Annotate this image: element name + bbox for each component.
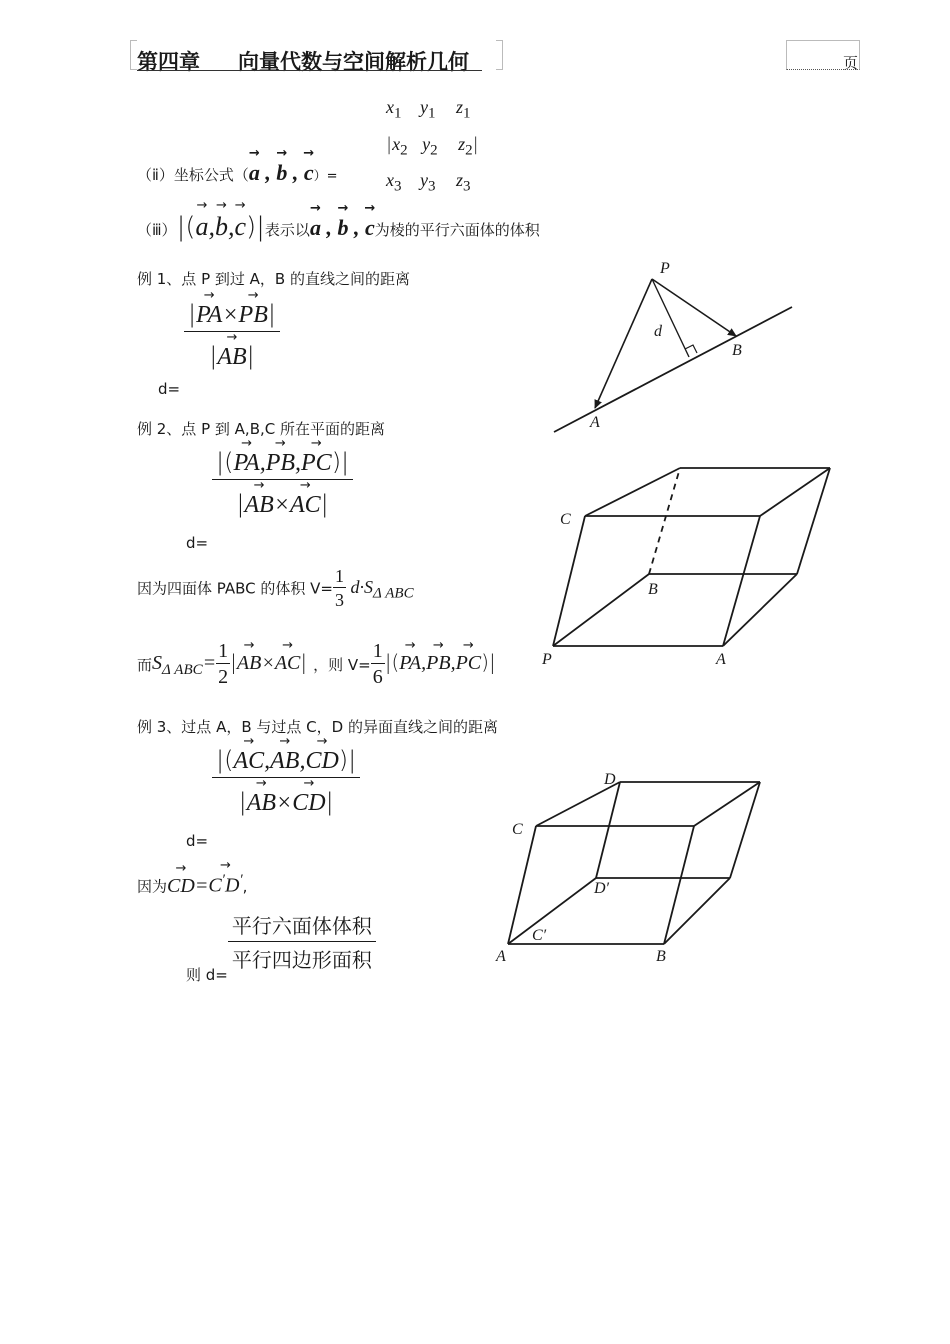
page-label: 页: [843, 54, 859, 72]
fig1-label-d: d: [654, 323, 662, 340]
header-underline: [137, 70, 482, 71]
area-word: 平行四边形面积: [231, 948, 372, 972]
fig3-edge: [596, 782, 620, 878]
example-3-formula: $\frac{|(\to AC,\to AB,\to CD)|}{|\to AB\times\to CD|}$: [212, 746, 360, 817]
fig3-label-d-prime: D′: [594, 880, 610, 897]
area-intro: 而: [137, 656, 153, 675]
figure-1-point-line: [548, 256, 808, 436]
determinant-matrix: $x_1$ $y_1$ $z_1$ $|x_2$ $y_2$ $z_2|$ $x_3$ $y_3$ $z_3$: [386, 97, 479, 195]
fig3-label-d: D: [604, 771, 616, 788]
fig1-label-p: P: [660, 260, 670, 277]
fig2-edge: [760, 468, 830, 516]
example-3-d-label: d=: [186, 832, 209, 850]
figure-3-parallelepiped: [492, 766, 770, 972]
example-1-formula: $\frac{|\to PA\times\to PB|}{|\to AB|}$: [184, 300, 280, 371]
formula-ii-label: （ⅱ）坐标公式（: [137, 166, 249, 184]
fig2-label-p: P: [542, 651, 552, 668]
fig1-pa: [595, 279, 652, 408]
chapter-number: 第四章: [137, 50, 200, 74]
example-3-title: 例 3、过点 A，B 与过点 C，D 的异面直线之间的距离: [137, 718, 498, 736]
example-1-d-label: d=: [158, 380, 181, 398]
example-2-title: 例 2、点 P 到 A,B,C 所在平面的距离: [137, 420, 385, 438]
formula-iii: （ⅲ）|(→ a,→ b,→ c)|表示以→ a , → b , → c为棱的平行六面体的体积: [137, 212, 540, 242]
fig3-edge: [730, 782, 760, 878]
fig3-edge: [664, 878, 730, 944]
formula-iii-text-a: 表示以: [264, 221, 310, 239]
figure-2-parallelepiped: [536, 456, 838, 670]
formula-ii-close: ）=: [313, 169, 338, 184]
fig3-label-c: C: [512, 821, 523, 838]
fig1-label-b: B: [732, 342, 742, 359]
fig3-label-a: A: [496, 948, 506, 965]
fig3-edge: [536, 782, 620, 826]
formula-iii-label: （ⅲ）: [137, 221, 177, 239]
then-v: ，则 V=: [313, 656, 371, 675]
then-d: 则 d=: [186, 966, 228, 984]
fig2-label-c: C: [560, 511, 571, 528]
because-line: 因为→ CD=→ C′D′,: [137, 872, 247, 898]
fig3-edge: [664, 826, 694, 944]
example-1-title: 例 1、点 P 到过 A，B 的直线之间的距离: [137, 270, 410, 288]
volume-intro: 因为四面体 PABC 的体积 V=: [137, 579, 333, 598]
fig2-edge: [585, 468, 680, 516]
example-2-formula: $\frac{|(\to PA,\to PB,\to PC)|}{|\to AB\times\to AC|}$: [212, 448, 353, 519]
fig2-edge: [723, 516, 760, 646]
because-label: 因为: [137, 877, 168, 896]
header-corner-right: [496, 40, 503, 70]
example-2-d-label: d=: [186, 534, 209, 552]
formula-iii-text-b: 为棱的平行六面体的体积: [374, 221, 540, 239]
fig3-edge: [694, 782, 760, 826]
vol-word: 平行六面体体积: [228, 910, 376, 942]
fig2-label-a: A: [716, 651, 726, 668]
final-formula: [186, 910, 376, 985]
header-corner-left: [130, 40, 137, 70]
volume-line: 因为四面体 PABC 的体积 V= $\frac{1}{3}$ $d\cdot S_{\Delta ABC}$: [137, 566, 414, 610]
fig3-label-b: B: [656, 948, 666, 965]
formula-ii: （ⅱ）坐标公式（→ a , → b , → c）=: [137, 160, 338, 186]
fig2-label-b: B: [648, 581, 658, 598]
fig3-label-c-prime: C′: [532, 927, 547, 944]
fig2-hidden-edge: [649, 468, 680, 574]
chapter-title: 向量代数与空间解析几何: [238, 50, 469, 74]
fig1-label-a: A: [590, 414, 600, 431]
fig2-edge: [797, 468, 830, 574]
area-line: 而$S_{\Delta ABC}=$ $\frac{1}{2}$ |→ AB×→ AC| ，则 V= $\frac{1}{6}$ |(→ PA,→ PB,→ PC)|: [137, 640, 496, 689]
fig1-pb: [652, 279, 736, 336]
